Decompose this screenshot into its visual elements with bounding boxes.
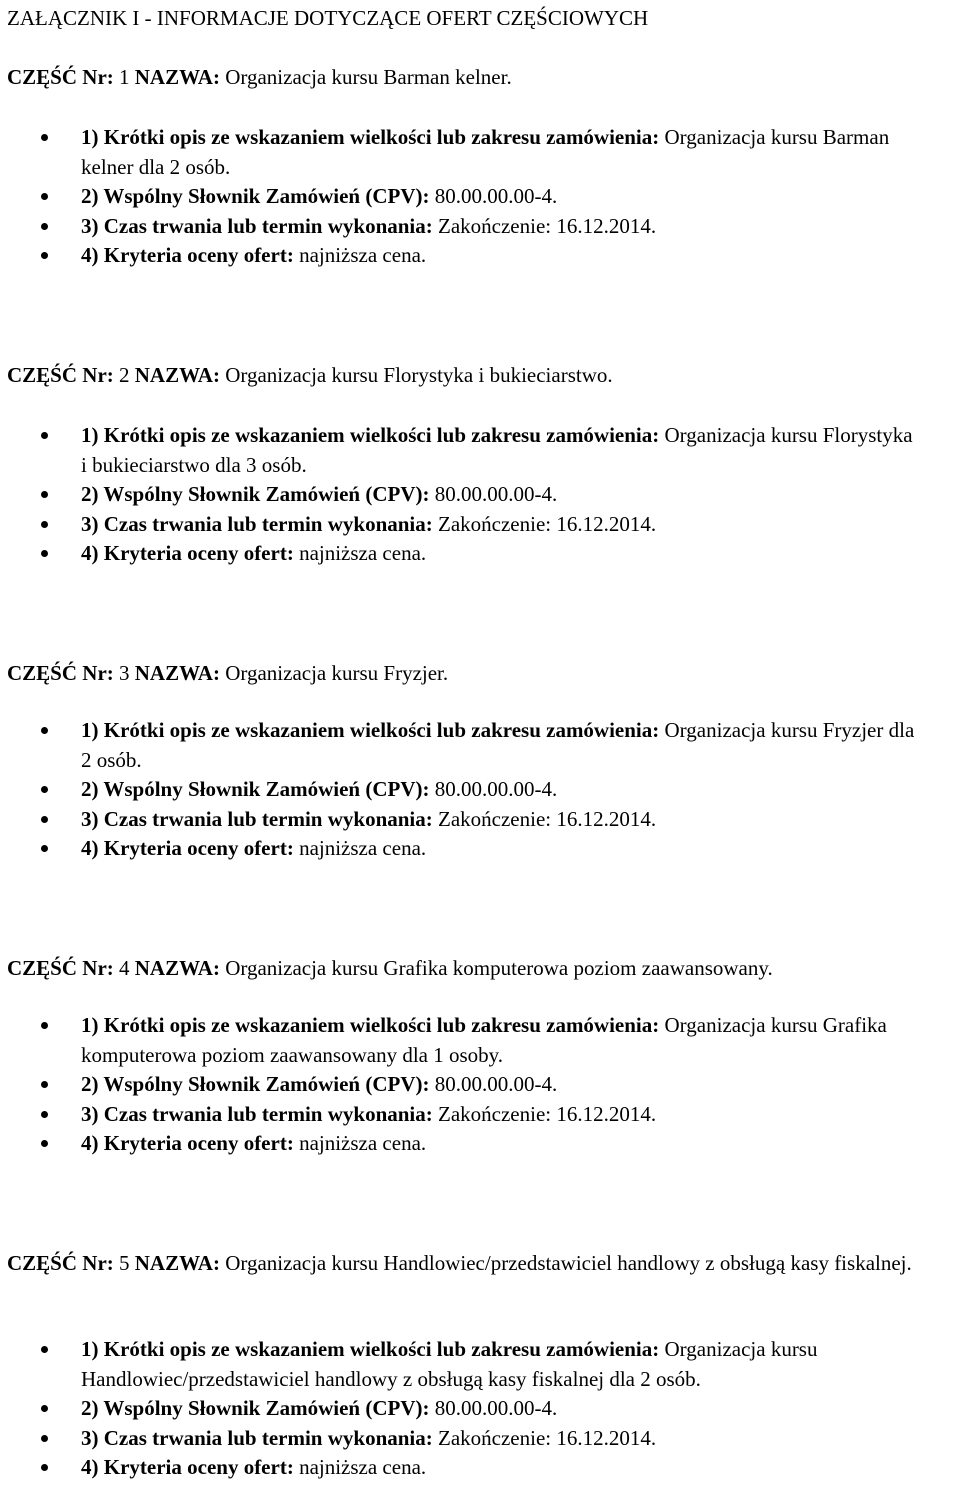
item-value: Zakończenie: 16.12.2014.: [438, 511, 657, 536]
list-item: [0, 1070, 917, 1100]
item-label: 3) Czas trwania lub termin wykonania:: [81, 213, 433, 238]
name-label: NAZWA:: [134, 1251, 220, 1275]
item-value: 80.00.00.00-4.: [434, 777, 558, 801]
item-label: 4) Kryteria oceny ofert:: [81, 1131, 294, 1155]
section-heading: [7, 63, 957, 92]
item-value: Zakończenie: 16.12.2014.: [438, 1101, 657, 1126]
name-value: Organizacja kursu Grafika komputerowa poziom zaawansowany.: [225, 956, 773, 980]
detail-list: [0, 123, 960, 271]
list-item: [0, 1129, 917, 1159]
item-value: 80.00.00.00-4.: [434, 184, 558, 208]
section-heading: [7, 361, 957, 390]
list-item: [0, 123, 917, 182]
list-item: [0, 480, 917, 510]
name-label: NAZWA:: [134, 956, 220, 980]
part-label: CZĘŚĆ Nr:: [7, 661, 114, 685]
list-item: [0, 1394, 917, 1424]
item-label: 4) Kryteria oceny ofert:: [81, 243, 294, 267]
item-label: 4) Kryteria oceny ofert:: [81, 1455, 294, 1479]
bullet-icon: [41, 134, 48, 141]
list-item: [0, 1011, 917, 1070]
item-label: 4) Kryteria oceny ofert:: [81, 836, 294, 860]
list-item: [0, 834, 917, 864]
part-label: CZĘŚĆ Nr:: [7, 1251, 114, 1275]
part-label: CZĘŚĆ Nr:: [7, 363, 114, 387]
item-value: Organizacja kursu Barman kelner dla 2 osób.: [81, 125, 890, 179]
bullet-icon: [41, 786, 48, 793]
section-heading: [7, 1249, 957, 1278]
item-label: 1) Krótki opis ze wskazaniem wielkości lub zakresu zamówienia:: [81, 125, 660, 149]
item-value: najniższa cena.: [299, 541, 427, 565]
item-label: 4) Kryteria oceny ofert:: [81, 541, 294, 565]
part-number: 5: [119, 1251, 130, 1275]
bullet-icon: [41, 1405, 48, 1412]
item-value: najniższa cena.: [299, 1131, 427, 1155]
detail-list: [0, 1335, 960, 1483]
item-value: Organizacja kursu Florystyka i bukieciarstwo dla 3 osób.: [81, 423, 913, 477]
detail-list: [0, 1011, 960, 1159]
bullet-icon: [41, 1464, 48, 1471]
part-label: CZĘŚĆ Nr:: [7, 65, 114, 89]
item-label: 3) Czas trwania lub termin wykonania:: [81, 1425, 433, 1450]
item-label: 3) Czas trwania lub termin wykonania:: [81, 1101, 433, 1126]
bullet-icon: [41, 521, 48, 528]
item-label: 2) Wspólny Słownik Zamówień (CPV):: [81, 482, 430, 506]
bullet-icon: [41, 1435, 48, 1442]
item-value: najniższa cena.: [299, 243, 427, 267]
list-item: [0, 182, 917, 212]
section-heading: [7, 954, 957, 983]
bullet-icon: [41, 845, 48, 852]
bullet-icon: [41, 432, 48, 439]
bullet-icon: [41, 1111, 48, 1118]
item-label: 1) Krótki opis ze wskazaniem wielkości lub zakresu zamówienia:: [81, 718, 660, 742]
item-value: Zakończenie: 16.12.2014.: [438, 213, 657, 238]
name-value: Organizacja kursu Handlowiec/przedstawiciel handlowy z obsługą kasy fiskalnej.: [225, 1251, 912, 1275]
part-label: CZĘŚĆ Nr:: [7, 956, 114, 980]
name-value: Organizacja kursu Barman kelner.: [225, 65, 512, 89]
item-label: 2) Wspólny Słownik Zamówień (CPV):: [81, 1396, 430, 1420]
item-value: Organizacja kursu Handlowiec/przedstawiciel handlowy z obsługą kasy fiskalnej dla 2 osób.: [81, 1337, 818, 1391]
item-label: 2) Wspólny Słownik Zamówień (CPV):: [81, 1072, 430, 1096]
part-number: 1: [119, 65, 130, 89]
name-label: NAZWA:: [134, 363, 220, 387]
bullet-icon: [41, 550, 48, 557]
list-item: [0, 775, 917, 805]
name-label: NAZWA:: [134, 661, 220, 685]
bullet-icon: [41, 1140, 48, 1147]
bullet-icon: [41, 491, 48, 498]
list-item: [0, 1453, 917, 1483]
bullet-icon: [41, 223, 48, 230]
item-label: 2) Wspólny Słownik Zamówień (CPV):: [81, 777, 430, 801]
name-value: Organizacja kursu Florystyka i bukieciarstwo.: [225, 363, 613, 387]
item-label: 3) Czas trwania lub termin wykonania:: [81, 511, 433, 536]
list-item: [0, 1424, 917, 1454]
list-item: [0, 805, 917, 835]
bullet-icon: [41, 1022, 48, 1029]
list-item: [0, 539, 917, 569]
item-label: 1) Krótki opis ze wskazaniem wielkości lub zakresu zamówienia:: [81, 1337, 660, 1361]
bullet-icon: [41, 1346, 48, 1353]
item-value: Organizacja kursu Fryzjer dla 2 osób.: [81, 718, 915, 772]
list-item: [0, 1335, 917, 1394]
item-value: Organizacja kursu Grafika komputerowa poziom zaawansowany dla 1 osoby.: [81, 1013, 887, 1067]
bullet-icon: [41, 193, 48, 200]
detail-list: [0, 716, 960, 864]
item-label: 1) Krótki opis ze wskazaniem wielkości lub zakresu zamówienia:: [81, 1013, 660, 1037]
list-item: [0, 212, 917, 242]
item-value: najniższa cena.: [299, 1455, 427, 1479]
item-value: 80.00.00.00-4.: [434, 1072, 558, 1096]
item-value: Zakończenie: 16.12.2014.: [438, 806, 657, 831]
detail-list: [0, 421, 960, 569]
item-value: 80.00.00.00-4.: [434, 482, 558, 506]
page-title: ZAŁĄCZNIK I - INFORMACJE DOTYCZĄCE OFERT CZĘŚCIOWYCH: [7, 6, 649, 30]
part-number: 4: [119, 956, 130, 980]
bullet-icon: [41, 1081, 48, 1088]
list-item: [0, 510, 917, 540]
list-item: [0, 1100, 917, 1130]
bullet-icon: [41, 252, 48, 259]
item-label: 2) Wspólny Słownik Zamówień (CPV):: [81, 184, 430, 208]
list-item: [0, 421, 917, 480]
list-item: [0, 716, 917, 775]
bullet-icon: [41, 727, 48, 734]
section-heading: [7, 659, 957, 688]
list-item: [0, 241, 917, 271]
part-number: 2: [119, 363, 130, 387]
item-value: Zakończenie: 16.12.2014.: [438, 1425, 657, 1450]
item-label: 3) Czas trwania lub termin wykonania:: [81, 806, 433, 831]
name-label: NAZWA:: [134, 65, 220, 89]
item-value: 80.00.00.00-4.: [434, 1396, 558, 1420]
item-label: 1) Krótki opis ze wskazaniem wielkości lub zakresu zamówienia:: [81, 423, 660, 447]
name-value: Organizacja kursu Fryzjer.: [225, 661, 449, 685]
bullet-icon: [41, 816, 48, 823]
part-number: 3: [119, 661, 130, 685]
item-value: najniższa cena.: [299, 836, 427, 860]
